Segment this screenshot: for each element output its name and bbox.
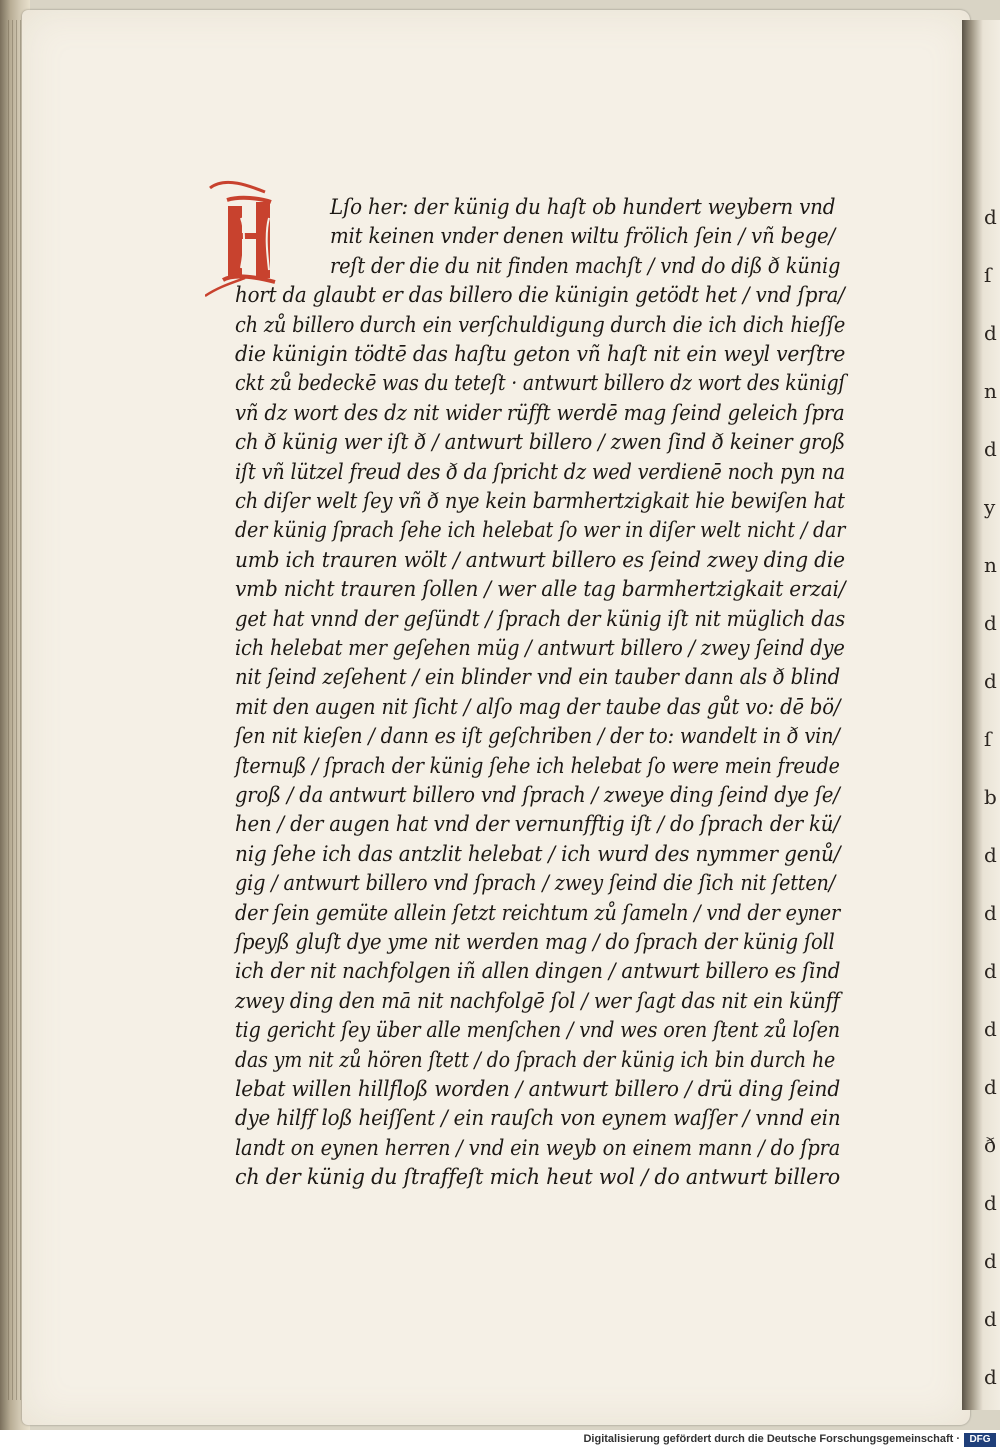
text-line: vmb nicht trauren ſollen / wer alle tag barmhertzigkait erzai/	[235, 577, 846, 602]
facing-page-glyph: d	[984, 1075, 997, 1099]
text-line: mit keinen vnder denen wiltu frölich ſein / vñ bege/	[330, 224, 836, 249]
footer-bar	[0, 1430, 1000, 1450]
text-line: ch der künig du ſtraffeſt mich heut wol / do antwurt billero	[235, 1165, 840, 1190]
text-line: iſt vñ lützel freud des ð da ſpricht dz wed verdienē noch pyn na	[235, 459, 845, 484]
text-line: gig / antwurt billero vnd ſprach / zwey ſeind die ſich nit ſetten/	[235, 871, 836, 896]
text-line: landt on eynen herren / vnd ein weyb on einem mann / do ſpra	[235, 1135, 841, 1160]
text-line: ch zů billero durch ein verſchuldigung durch die ich dich hieſſe	[235, 312, 846, 337]
text-line: lebat willen hillfloß worden / antwurt billero / drü ding ſeind	[235, 1077, 840, 1101]
facing-page-glyph: d	[984, 611, 997, 635]
text-line: ſternuß / ſprach der künig ſehe ich helebat ſo were mein freude	[235, 753, 840, 778]
text-line: vñ dz wort des dz nit wider rüfft werdē mag ſeind geleich ſpra	[235, 400, 845, 425]
facing-page-glyph: d	[984, 1249, 997, 1273]
text-line: mit den augen nit ſicht / alſo mag der taube das gůt vo: dē bö/	[235, 694, 841, 719]
facing-page-glyph: d	[984, 321, 997, 345]
text-line: der künig ſprach ſehe ich helebat ſo wer in diſer welt nicht / dar	[235, 518, 846, 543]
facing-page-glyph: b	[984, 785, 997, 809]
text-line: Lſo her: der künig du haſt ob hundert weybern vnd	[330, 195, 836, 219]
text-line: groß / da antwurt billero vnd ſprach / zweye ding ſeind dye ſe/	[235, 783, 840, 807]
facing-page-glyph: d	[984, 843, 997, 867]
facing-page-glyph: d	[984, 669, 997, 693]
text-line: dye hilff loß heiſſent / ein rauſch von eynem waſſer / vnnd ein	[235, 1106, 841, 1131]
text-line: nit ſeind zeſehent / ein blinder vnd ein tauber dann als ð blind	[235, 665, 840, 690]
facing-page-glyph: d	[984, 1017, 997, 1041]
footer-credit: Digitalisierung gefördert durch die Deutsche Forschungsgemeinschaft ·	[583, 1433, 960, 1445]
text-line: ch diſer welt ſey vñ ð nye kein barmhertzigkait hie bewiſen hat	[235, 489, 845, 513]
facing-page-glyph: n	[984, 379, 997, 403]
text-line: ch ð künig wer iſt ð / antwurt billero / zwen ſind ð keiner groß	[235, 430, 845, 455]
facing-page-glyph: d	[984, 959, 997, 983]
facing-page-glyph: d	[984, 1307, 997, 1331]
text-line: zwey ding den mā nit nachfolgē ſol / wer ſagt das nit ein künff	[235, 988, 840, 1013]
text-line: ich der nit nachfolgen iñ allen dingen / antwurt billero es ſind	[235, 959, 841, 984]
text-line: ckt zů bedeckē was du teteſt · antwurt billero dz wort des künigſ	[235, 371, 846, 396]
facing-page-glyph: n	[984, 553, 997, 577]
text-line: tig gericht ſey über alle menſchen / vnd wes oren ſtent zů loſen	[235, 1018, 841, 1043]
text-line: ſen nit kieſen / dann es iſt geſchriben / der to: wandelt in ð vin/	[235, 724, 840, 749]
text-line: das ym nit zů hören ſtett / do ſprach der künig ich bin durch he	[235, 1047, 836, 1072]
facing-page-edge	[962, 20, 1000, 1410]
facing-page-glyph: d	[984, 437, 997, 461]
text-line: hen / der augen hat vnd der vernunfftig iſt / do ſprach der kü/	[235, 812, 840, 837]
text-line: hort da glaubt er das billero die künigin getödt het / vnd ſpra/	[235, 283, 845, 308]
text-line: ſpeyß gluſt dye yme nit werden mag / do ſprach der künig ſoll	[235, 930, 835, 954]
text-line: reſt der die du nit finden machſt / vnd do diß ð künig	[330, 253, 841, 278]
text-line: nig ſehe ich das antzlit helebat / ich wurd des nymmer genů/	[235, 841, 841, 866]
text-line: die künigin tödtē das haſtu geton vñ haſt nit ein weyl verſtre	[235, 342, 846, 366]
text-line: umb ich trauren wölt / antwurt billero es ſeind zwey ding die	[235, 547, 845, 572]
facing-page-glyph: ſ	[984, 727, 992, 751]
initial-letter-text: A	[205, 178, 206, 179]
facing-page-glyph: ð	[984, 1133, 997, 1157]
facing-page-glyph: y	[984, 495, 996, 519]
facing-page-glyph: d	[984, 1365, 997, 1389]
text-line: ich helebat mer geſehen müg / antwurt billero / zwey ſeind dye	[235, 636, 845, 660]
facing-page-glyph: d	[984, 205, 997, 229]
dfg-logo: DFG	[964, 1433, 996, 1447]
text-line: der ſein gemüte allein ſetzt reichtum zů ſameln / vnd der eyner	[235, 900, 841, 925]
text-line: get hat vnnd der geſündt / ſprach der künig iſt nit müglich das	[235, 606, 846, 631]
facing-page-glyph: d	[984, 1191, 997, 1215]
facing-page-glyph: ſ	[984, 263, 992, 287]
facing-page-glyph: d	[984, 901, 997, 925]
